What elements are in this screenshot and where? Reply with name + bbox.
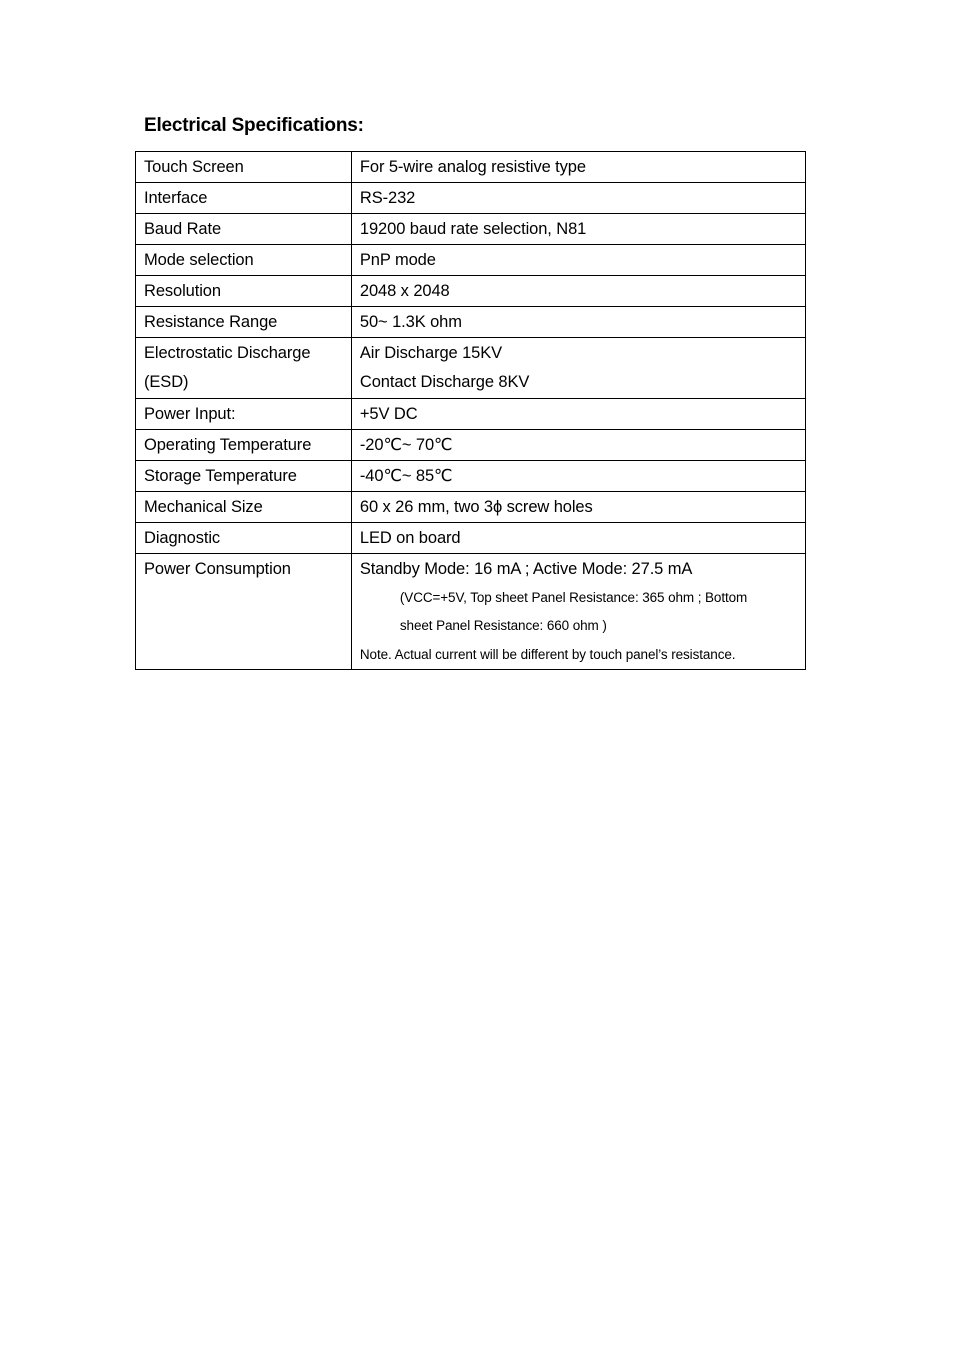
spec-label-text: Operating Temperature [144,435,312,454]
spec-label [136,245,352,276]
spec-value [351,183,805,214]
spec-value [351,214,805,245]
spec-label [136,338,352,399]
spec-label-text: Touch Screen [144,158,244,176]
spec-value [351,398,805,429]
spec-value-text: -40℃~ 85℃ [359,466,453,485]
spec-value [351,276,805,307]
spec-value [351,491,805,522]
spec-value [351,245,805,276]
spec-label [136,152,352,183]
spec-label-text: Mechanical Size [144,497,263,516]
spec-label-text: Mode selection [144,251,254,269]
spec-value-text: 50~ 1.3K ohm [359,313,462,331]
spec-label-text: Interface [144,189,208,207]
spec-value [351,307,805,338]
spec-label-text: Diagnostic [144,528,221,547]
spec-label-text: Electrostatic Discharge [144,344,311,362]
page-title: Electrical Specifications: [144,115,364,136]
spec-value-text: LED on board [359,528,461,547]
table-row [136,491,806,522]
spec-label [136,429,352,460]
spec-value-text: Air Discharge 15KV [359,344,503,362]
spec-label-text: Resistance Range [144,313,278,331]
spec-value-text: 2048 x 2048 [359,282,450,300]
spec-value [351,429,805,460]
table-row [136,429,806,460]
spec-value [351,460,805,491]
power-detail-text: (VCC=+5V, Top sheet Panel Resistance: 365 ohm ; Bottom [399,589,748,605]
spec-value [351,553,805,669]
spec-value-text: +5V DC [359,404,418,423]
spec-value [351,152,805,183]
table-row [136,307,806,338]
table-row [136,460,806,491]
spec-value-text: 19200 baud rate selection, N81 [359,220,587,238]
table-row [136,338,806,399]
spec-value-text: -20℃~ 70℃ [359,435,453,454]
table-row [136,276,806,307]
spec-label [136,214,352,245]
spec-label-text: Power Consumption [144,559,291,578]
table-row [136,152,806,183]
table-row [136,522,806,553]
spec-value-text: RS-232 [359,189,416,207]
table-row-power-consumption [136,553,806,669]
power-detail-text: sheet Panel Resistance: 660 ohm ) [399,617,607,633]
spec-label [136,183,352,214]
spec-label-text: Baud Rate [144,220,222,238]
spec-label [136,307,352,338]
spec-value-text: Contact Discharge 8KV [359,373,530,391]
spec-label-text: Resolution [144,282,221,300]
table-row [136,214,806,245]
spec-value-text: PnP mode [359,251,436,269]
spec-label [136,460,352,491]
power-main-text: Standby Mode: 16 mA ; Active Mode: 27.5 mA [359,559,693,578]
spec-table-body [136,152,806,670]
spec-label [136,553,352,669]
spec-table [135,151,806,670]
spec-value [351,338,805,399]
spec-label [136,398,352,429]
power-note-text: Note. Actual current will be different by touch panel’s resistance. [359,646,736,662]
spec-value-text: For 5-wire analog resistive type [359,158,586,176]
table-row [136,398,806,429]
table-row [136,183,806,214]
spec-value-text: 60 x 26 mm, two 3ϕ screw holes [359,497,593,516]
spec-label-text: Storage Temperature [144,466,297,485]
spec-label [136,276,352,307]
spec-label [136,522,352,553]
spec-label [136,491,352,522]
spec-value [351,522,805,553]
spec-label-text: (ESD) [144,373,189,391]
spec-label-text: Power Input: [144,404,236,423]
table-row [136,245,806,276]
